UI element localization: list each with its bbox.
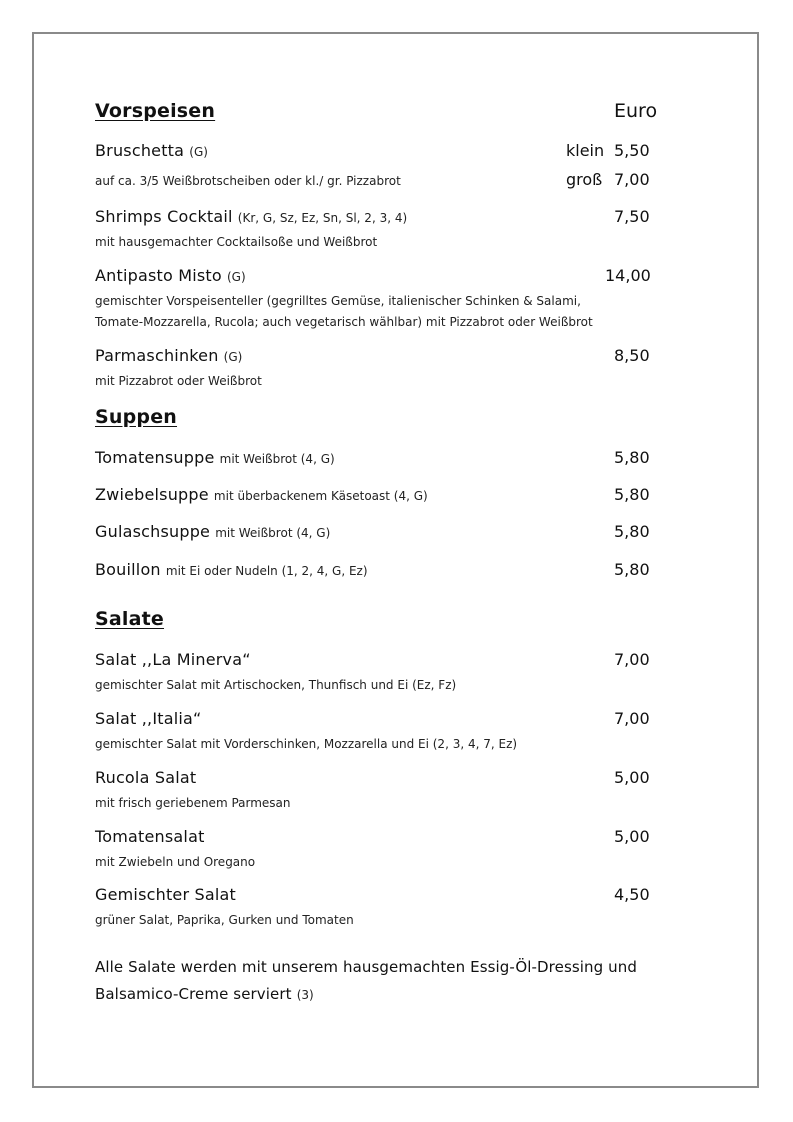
dish-name: Parmaschinken bbox=[95, 346, 219, 365]
price: 14,00 bbox=[605, 266, 651, 285]
dish-description: auf ca. 3/5 Weißbrotscheiben oder kl./ gr. Pizzabrot bbox=[95, 174, 401, 188]
size-label-small: klein bbox=[566, 141, 605, 160]
dish-name-la-minerva: Salat ,,La Minerva“ bbox=[95, 650, 251, 669]
dish-note: mit Weißbrot (4, G) bbox=[215, 526, 331, 540]
menu-item-zwiebelsuppe bbox=[95, 485, 428, 504]
section-heading-salate: Salate bbox=[95, 608, 165, 630]
dish-description: gemischter Salat mit Artischocken, Thunfisch und Ei (Ez, Fz) bbox=[95, 678, 457, 692]
menu-item-bouillon bbox=[95, 560, 368, 579]
dressing-note-line-2 bbox=[95, 984, 314, 1003]
dish-name-rucola-salat: Rucola Salat bbox=[95, 768, 197, 787]
price: 5,80 bbox=[614, 560, 650, 579]
section-heading-vorspeisen: Vorspeisen bbox=[95, 100, 216, 122]
allergen-codes: (G) bbox=[223, 350, 243, 364]
section-heading-suppen: Suppen bbox=[95, 406, 178, 428]
price-large: 7,00 bbox=[614, 170, 650, 189]
menu-item-antipasto-misto bbox=[95, 266, 246, 285]
price: 5,80 bbox=[614, 448, 650, 467]
price: 7,50 bbox=[614, 207, 650, 226]
dish-description: mit Pizzabrot oder Weißbrot bbox=[95, 374, 262, 388]
dish-description: mit Zwiebeln und Oregano bbox=[95, 855, 256, 869]
menu-item-tomatensuppe bbox=[95, 448, 335, 467]
allergen-codes: (G) bbox=[189, 145, 208, 159]
price: 5,00 bbox=[614, 827, 650, 846]
currency-label: Euro bbox=[614, 100, 658, 122]
allergen-codes: (3) bbox=[296, 988, 314, 1002]
price: 5,80 bbox=[614, 485, 650, 504]
dish-name-gemischter-salat: Gemischter Salat bbox=[95, 885, 237, 904]
dish-note: mit Weißbrot (4, G) bbox=[219, 452, 335, 466]
dish-description: mit hausgemachter Cocktailsoße und Weißbrot bbox=[95, 235, 378, 249]
dish-name: Shrimps Cocktail bbox=[95, 207, 233, 226]
dish-description-line-2: Tomate-Mozzarella, Rucola; auch vegetarisch wählbar) mit Pizzabrot oder Weißbrot bbox=[95, 315, 593, 329]
dish-description: mit frisch geriebenem Parmesan bbox=[95, 796, 291, 810]
dressing-note-text: Balsamico-Creme serviert bbox=[95, 985, 292, 1003]
dish-name: Gulaschsuppe bbox=[95, 522, 211, 541]
dish-name-italia: Salat ,,Italia“ bbox=[95, 709, 202, 728]
dish-description-line-1: gemischter Vorspeisenteller (gegrilltes Gemüse, italienischer Schinken & Salami, bbox=[95, 294, 581, 308]
price: 7,00 bbox=[614, 650, 650, 669]
dish-description: grüner Salat, Paprika, Gurken und Tomaten bbox=[95, 913, 354, 927]
menu-item-shrimps-cocktail bbox=[95, 207, 407, 226]
price: 4,50 bbox=[614, 885, 650, 904]
dish-name: Bruschetta bbox=[95, 141, 185, 160]
dish-name: Zwiebelsuppe bbox=[95, 485, 209, 504]
dish-name: Antipasto Misto bbox=[95, 266, 222, 285]
size-label-large: groß bbox=[566, 170, 603, 189]
menu-item-parmaschinken bbox=[95, 346, 242, 365]
dish-name: Bouillon bbox=[95, 560, 161, 579]
price: 8,50 bbox=[614, 346, 650, 365]
dish-description: gemischter Salat mit Vorderschinken, Mozzarella und Ei (2, 3, 4, 7, Ez) bbox=[95, 737, 518, 751]
price: 5,80 bbox=[614, 522, 650, 541]
menu-item-bruschetta bbox=[95, 141, 208, 160]
menu-item-gulaschsuppe bbox=[95, 522, 330, 541]
dish-note: mit überbackenem Käsetoast (4, G) bbox=[213, 489, 428, 503]
dish-name: Tomatensuppe bbox=[95, 448, 215, 467]
price: 7,00 bbox=[614, 709, 650, 728]
price: 5,00 bbox=[614, 768, 650, 787]
price-small: 5,50 bbox=[614, 141, 650, 160]
dish-note: mit Ei oder Nudeln (1, 2, 4, G, Ez) bbox=[165, 564, 368, 578]
dish-name-tomatensalat: Tomatensalat bbox=[95, 827, 205, 846]
dressing-note-line-1: Alle Salate werden mit unserem hausgemachten Essig-Öl-Dressing und bbox=[95, 958, 637, 976]
allergen-codes: (Kr, G, Sz, Ez, Sn, Sl, 2, 3, 4) bbox=[237, 211, 408, 225]
allergen-codes: (G) bbox=[227, 270, 246, 284]
